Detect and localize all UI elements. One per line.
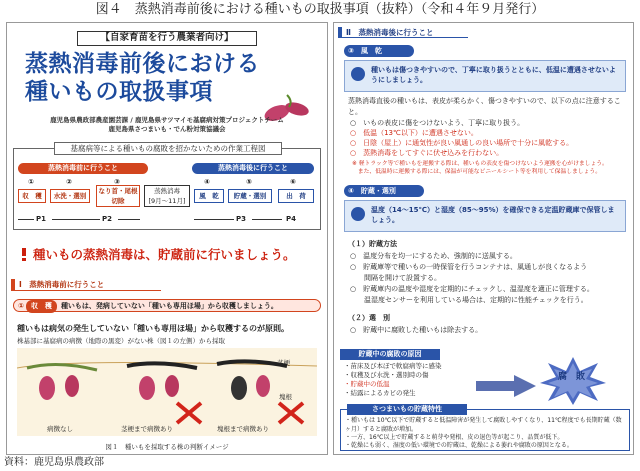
section-post-steam: Ⅱ 蒸熱消毒後に行うこと [338,27,468,38]
step-number: ④ [204,178,210,186]
key-message [19,245,296,263]
step-shipping: 出 荷 [278,189,314,203]
transport-note: ※ 軽トラック等で種いもを運搬する際は、種いもの表皮を傷つけないよう運搬を心がけましょう。 [352,161,608,167]
phase-label: P1 [36,215,47,223]
air-dry-item: ○ 低温（13℃以下）に遭遇させない。 [350,129,478,137]
characteristic-item: ・種いもは 10℃以下で貯蔵すると低温障害が発生して腐敗しやすくなり、11℃程度でも長期貯蔵（数ヶ月）すると腐敗が増加。 [345,417,622,433]
right-panel [333,22,634,455]
storage-box [344,200,626,232]
left-panel [6,22,328,455]
step-steam-disinfection: 蒸熱消毒 [9月～11月] [144,185,190,207]
air-dry-intro: 蒸熱消毒直後の種いもは、表皮が柔らかく、傷つきやすいので、以下の点に注意すること。 [348,97,621,116]
rot-cause-title: 貯蔵中の腐敗の原因 [340,349,440,360]
pill-label: 収 穫 [26,300,57,313]
sorting-item: ○ 貯蔵中に腐敗した種いもは除去する。 [350,326,483,334]
air-dry-item: ○ 日陰（屋上）に通気性が良い風通しの良い場所で十分に風乾する。 [350,139,574,147]
plant-drawing [17,348,317,436]
workflow-diagram [13,144,321,230]
figure-title: 図４ 蒸熱消毒前後における種いもの取扱事項（抜粋）（令和４年９月発行） [95,2,545,17]
storage-item: ○ 貯蔵庫内の温度や湿度を定期的にチェックし、温湿度を適正に管理する。 [350,285,594,293]
key-message-text: 種いもの蒸熱消毒は、貯蔵前に行いましょう。 [33,247,296,262]
air-dry-item: ○ 蒸熱消毒をしてすぐに伏せ込みを行わない。 [350,149,504,157]
characteristic-item: ・乾燥にも弱く、湿度の低い環境での貯蔵は、乾燥による萎れや腐敗の原因となる。 [345,442,573,449]
bullet-icon [351,67,365,81]
pre-steam-phase: 蒸熱消毒前に行うこと [18,163,148,174]
phase-line [52,219,100,220]
credit-line-1: 鹿児島県農政部農産園芸課 / 鹿児島県サツマイモ基腐病対策プロジェクトチーム [50,116,284,124]
step-harvest: 収 穫 [18,189,46,203]
phase-line [194,219,234,220]
step-air-dry: 風 乾 [194,189,224,203]
step-storage-sort: 貯蔵・選別 [228,189,272,203]
rot-cause-item: ・貯蔵中の低温 [344,380,390,388]
exclamation-icon [19,248,29,261]
phase-line [252,219,282,220]
step-number: ① [28,178,34,186]
section-pre-steam: Ⅰ 蒸熱消毒前に行うこと [11,279,161,291]
storage-characteristics-panel [340,405,630,451]
step-number: ③ [114,178,120,186]
harvest-pill [13,299,321,312]
workflow-title: 基腐病等による種いもの腐敗を招かないための作業工程図 [54,142,282,155]
harvest-detail: 株基部に基腐病の病徴（地際の黒変）がない株（図１の左側）から採取 [17,337,225,345]
rot-cause-item: ・苗床及び本ぼで軟腐病等に感染 [344,362,442,370]
step-trim: なり首・尾根切除 [96,185,140,207]
step-wash-sort: 水洗・選別 [50,189,90,203]
label-stem: 茎梗 [277,359,290,367]
storage-method-heading: （１）貯蔵方法 [348,240,397,248]
storage-box-text: 温度（14～15℃）と湿度（85～95%）を確保できる定温貯蔵庫で保管しましょう。 [371,206,615,224]
sorting-heading: （２）選 別 [348,314,390,322]
rot-cause-item: ・収穫及び水洗・選別時の傷 [344,371,429,379]
air-dry-label: ③ 風 乾 [344,45,414,57]
phase-label: P4 [286,215,297,223]
figure-1-caption: 図１ 種いもを採取する株の判断イメージ [105,443,229,451]
air-dry-box-text: 種いもは傷つきやすいので、丁寧に取り扱うとともに、低温に遭遇させないようにしましょう。 [371,66,616,84]
source-note: 資料：鹿児島県農政部 [4,457,104,468]
phase-line [118,219,140,220]
rot-result: 腐 敗 [558,372,586,382]
phase-label: P3 [236,215,247,223]
air-dry-item: ○ いもの表皮に傷をつけないよう、丁寧に取り扱う。 [350,119,525,127]
phase-line [18,219,34,220]
phase-label: P2 [102,215,113,223]
credit-line-2: 鹿児島県さつまいも・でん粉対策協議会 [108,125,226,133]
step-number: ⑥ [290,178,296,186]
pill-number: ① [18,302,24,310]
step-number: ⑤ [246,178,252,186]
plant-illustration [17,348,317,436]
right-arrow-icon [476,375,536,397]
storage-item: ○ 温度分布を均一にするため、強制的に送風する。 [350,252,517,260]
step-number: ② [66,178,72,186]
rot-cause-panel [340,349,630,405]
harvest-principle: 種いもは病気の発生していない「種いも専用ほ場」から収穫するのが原則。 [17,324,289,333]
storage-item: 間隔を開けて設置する。 [350,274,441,282]
target-tag: 【自家育苗を行う農業者向け】 [77,31,257,46]
storage-label: ④ 貯蔵・選別 [344,185,424,197]
air-dry-box [344,60,626,92]
label-no-symptom: 病徴なし [47,425,73,433]
bullet-icon [351,207,365,221]
storage-item: 温湿度センサーを利用している場合は、定期的に性能チェックを行う。 [350,296,588,304]
storage-characteristics-title: さつまいもの貯蔵特性 [347,404,467,415]
label-stem-symptom: 茎梗まで病徴あり [121,425,173,433]
label-root-symptom: 塊根まで病徴あり [217,425,269,433]
rot-cause-item: ・結露によるカビの発生 [344,389,416,397]
pill-text: 種いもは、発病していない「種いも専用ほ場」から収穫しましょう。 [60,302,278,310]
characteristic-item: ・一方、16℃以上で貯蔵すると萌芽や発根、皮の退色等が起こり、品質が低下。 [345,434,564,441]
headline-line-1: 蒸熱消毒前後における [25,51,260,77]
headline-line-2: 種いもの取扱事項 [25,79,213,105]
label-root: 塊根 [279,393,292,401]
storage-item: ○ 貯蔵庫等で種いもの一時保管を行うコンテナは、風通しが良くなるよう [350,263,588,271]
post-steam-phase: 蒸熱消毒後に行うこと [192,163,314,174]
transport-note: また、低温時に運搬する際には、保温が可能なビニールシート等を利用して保温しましょう。 [352,169,602,175]
